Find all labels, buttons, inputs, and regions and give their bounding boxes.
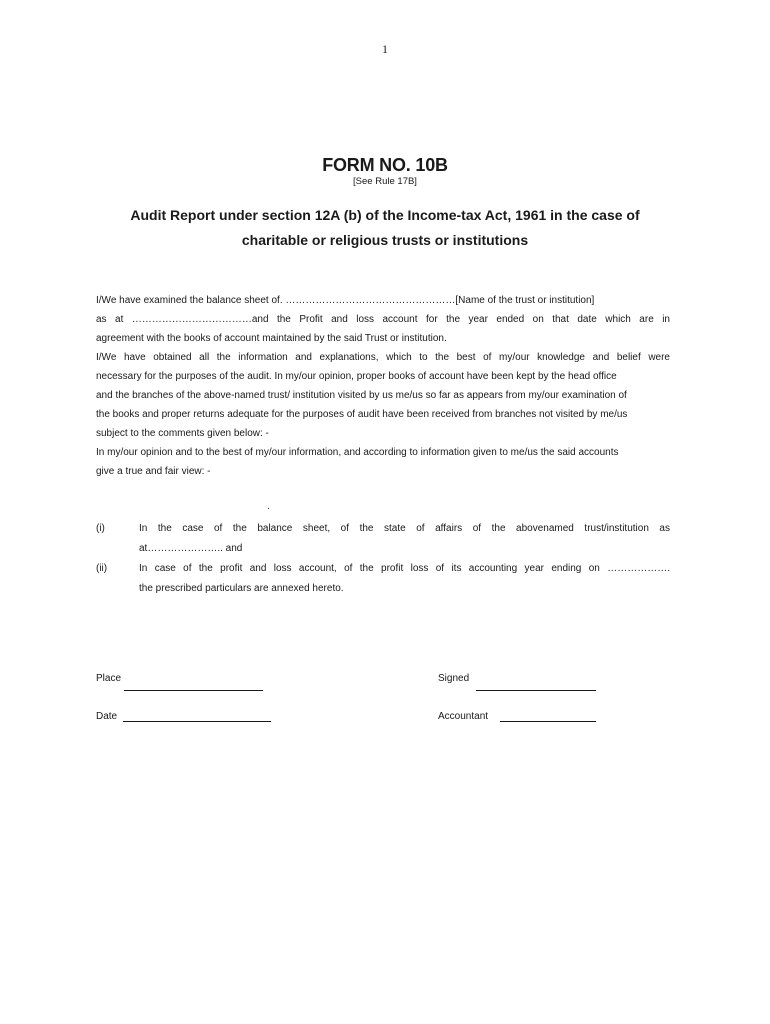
body-line: I/We have obtained all the information and explanations, which to the best of my/our knowledge and belief were <box>96 352 670 363</box>
page-number: 1 <box>382 42 388 56</box>
list-item-text: In the case of the balance sheet, of the state of affairs of the abovenamed trust/institution as <box>139 523 670 534</box>
stray-dot: . <box>267 501 270 512</box>
list-item-number: (ii) <box>96 563 108 574</box>
place-field[interactable] <box>124 690 263 691</box>
list-item <box>96 519 670 559</box>
list-item-text: at………………….. and <box>139 543 243 554</box>
report-heading-line-1: Audit Report under section 12A (b) of the Income-tax Act, 1961 in the case of <box>130 207 640 223</box>
date-field[interactable] <box>123 721 271 722</box>
body-line: necessary for the purposes of the audit. In my/our opinion, proper books of account have been kept by the head office <box>96 371 617 382</box>
form-rule-reference: [See Rule 17B] <box>353 176 417 187</box>
form-title: FORM NO. 10B <box>322 155 448 175</box>
body-line: as at ………………………………and the Profit and loss account for the year ended on that date which are in <box>96 314 670 325</box>
body-line: In my/our opinion and to the best of my/our information, and according to information given to me/us the said accounts <box>96 447 619 458</box>
list-item <box>96 559 670 599</box>
accountant-field[interactable] <box>500 721 596 722</box>
body-line: and the branches of the above-named trust/ institution visited by us me/us so far as appears from my/our examination of <box>96 390 627 401</box>
body-line: I/We have examined the balance sheet of. ……………………………………………[Name of the trust or institution] <box>96 295 595 306</box>
report-heading-line-2: charitable or religious trusts or institutions <box>241 232 529 248</box>
list-item-number: (i) <box>96 523 105 534</box>
place-label: Place <box>96 673 122 684</box>
list-item-text: In case of the profit and loss account, of the profit loss of its accounting year ending on ………………. <box>139 563 670 574</box>
body-line: agreement with the books of account maintained by the said Trust or institution. <box>96 333 447 344</box>
signed-label: Signed <box>438 673 470 684</box>
signed-field[interactable] <box>476 690 596 691</box>
date-label: Date <box>96 711 118 722</box>
report-heading <box>60 203 710 253</box>
body-line: give a true and fair view: - <box>96 466 211 477</box>
body-line: the books and proper returns adequate for the purposes of audit have been received from branches not visited by me/us <box>96 409 628 420</box>
report-body <box>96 291 670 481</box>
accountant-label: Accountant <box>438 711 489 722</box>
list-item-text: the prescribed particulars are annexed hereto. <box>139 583 344 594</box>
body-line: subject to the comments given below: - <box>96 428 269 439</box>
opinion-list <box>96 519 670 599</box>
